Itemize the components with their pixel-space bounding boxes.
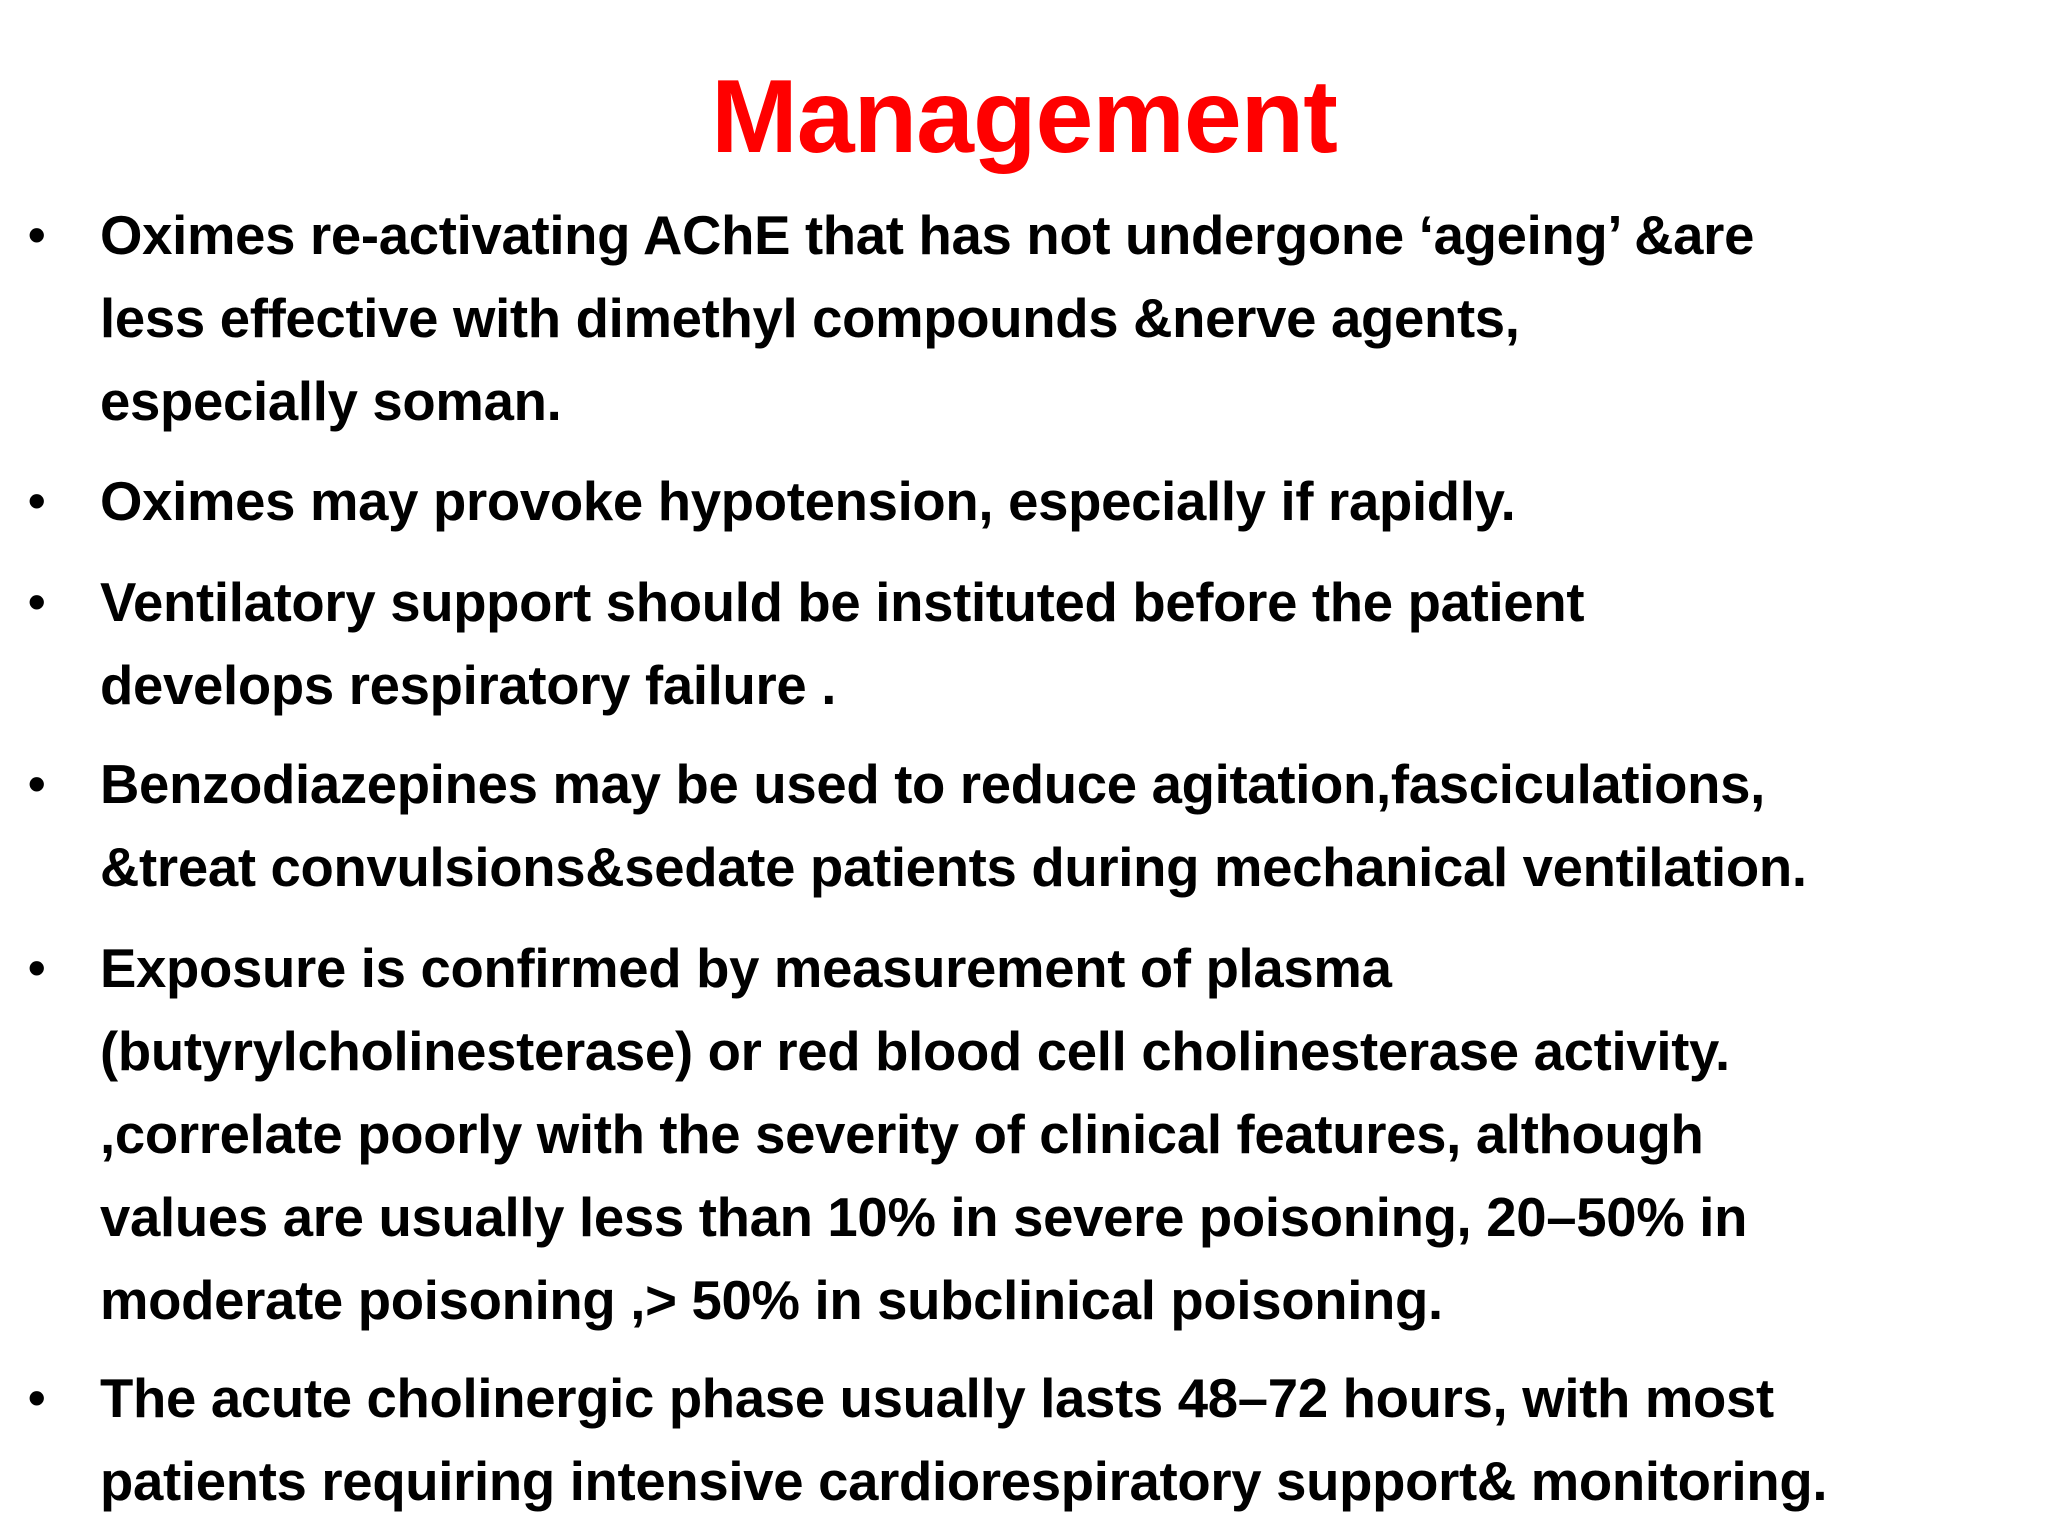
bullet-dot-icon: • <box>28 1370 46 1426</box>
bullet-line: Ventilatory support should be instituted before the patient <box>100 572 1585 633</box>
bullet-line: Oximes re-activating AChE that has not undergone ‘ageing’ &are <box>100 205 1755 266</box>
bullet-line: The acute cholinergic phase usually lasts 48–72 hours, with most <box>100 1368 1774 1429</box>
bullet-line: (butyrylcholinesterase) or red blood cell cholinesterase activity. <box>100 1021 1730 1082</box>
bullet-item-cholinergic-phase <box>28 1357 2040 1523</box>
bullet-line: especially soman. <box>100 371 562 432</box>
bullet-line: ,correlate poorly with the severity of clinical features, although <box>100 1104 1704 1165</box>
bullet-line: &treat convulsions&sedate patients during mechanical ventilation. <box>100 837 1807 898</box>
bullet-item-oximes-hypotension <box>28 460 2040 543</box>
bullet-line: Exposure is confirmed by measurement of plasma <box>100 938 1392 999</box>
bullet-line: develops respiratory failure . <box>100 655 837 716</box>
bullet-item-exposure-confirmation <box>28 927 2040 1342</box>
bullet-dot-icon: • <box>28 940 46 996</box>
bullet-dot-icon: • <box>28 574 46 630</box>
bullet-line: less effective with dimethyl compounds &nerve agents, <box>100 288 1520 349</box>
bullet-line: Oximes may provoke hypotension, especially if rapidly. <box>100 471 1516 532</box>
bullet-line: Benzodiazepines may be used to reduce agitation,fasciculations, <box>100 754 1765 815</box>
bullet-line: moderate poisoning ,> 50% in subclinical poisoning. <box>100 1270 1443 1331</box>
bullet-line: values are usually less than 10% in severe poisoning, 20–50% in <box>100 1187 1748 1248</box>
bullet-item-benzodiazepines <box>28 743 2040 909</box>
bullet-item-ventilatory-support <box>28 561 2040 727</box>
slide-title: Management <box>711 59 1337 175</box>
bullet-dot-icon: • <box>28 473 46 529</box>
bullet-dot-icon: • <box>28 207 46 263</box>
bullet-dot-icon: • <box>28 756 46 812</box>
bullet-item-oximes-reactivation <box>28 194 2040 443</box>
bullet-line: patients requiring intensive cardiorespiratory support& monitoring. <box>100 1451 1828 1512</box>
